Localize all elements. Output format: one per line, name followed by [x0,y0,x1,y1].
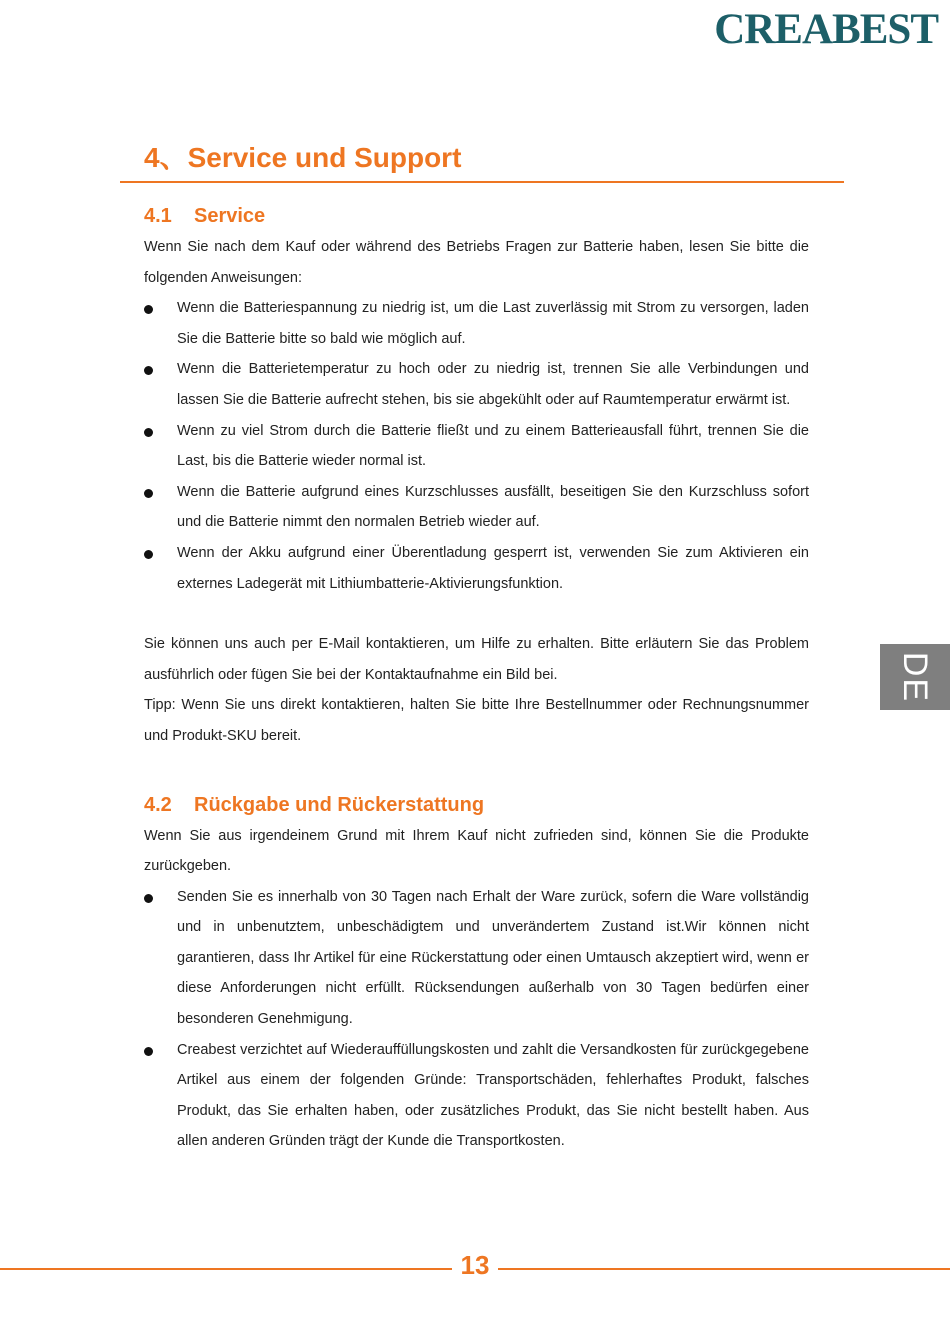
service-intro: Wenn Sie nach dem Kauf oder während des Betriebs Fragen zur Batterie haben, lesen Sie bitte die folgenden Anweisungen: [144,239,809,286]
list-item [144,882,809,1035]
list-item [144,1035,809,1157]
tip-paragraph: Tipp: Wenn Sie uns direkt kontaktieren, halten Sie bitte Ihre Bestellnummer oder Rechnungsnummer und Produkt-SKU bereit. [144,697,809,744]
subsection-title: Service [194,205,266,227]
bullet-icon [144,428,153,437]
list-item [144,293,809,354]
title-divider [120,181,844,183]
footer-rule-right [498,1268,950,1270]
list-item [144,354,809,415]
page-number: 13 [460,1250,490,1280]
list-item-text: Wenn der Akku aufgrund einer Überentladung gesperrt ist, verwenden Sie zum Aktivieren ein externes Ladegerät mit Lithiumbatterie-Aktivierungsfunktion. [177,544,809,592]
bullet-icon [144,305,153,314]
brand-logo: CREABEST [714,6,938,53]
list-item-text: Wenn zu viel Strom durch die Batterie fließt und zu einem Batterieausfall führt, trennen Sie die Last, bis die Batterie wieder normal ist. [177,422,809,470]
subsection-title: Rückgabe und Rückerstattung [194,793,485,816]
list-item-text: Wenn die Batterietemperatur zu hoch oder zu niedrig ist, trennen Sie alle Verbindungen und lassen Sie die Batterie aufrecht stehen, bis sie abgekühlt oder auf Raumtemperatur erwärmt ist. [177,361,809,408]
list-item [144,416,809,477]
bullet-icon [144,489,153,498]
list-item-text: Creabest verzichtet auf Wiederauffüllungskosten und zahlt die Versandkosten für zurückgegebene Artikel aus einem der folgenden Gründe: Transportschäden, fehlerhaftes Produkt, falsches Produkt, das Sie erhalten haben, oder zusätzliches Produkt, das Sie nicht bestellt haben. Aus allen anderen Gründen trägt der Kunde die Transportkosten. [177,1041,809,1150]
subsection-heading-service [144,200,809,232]
bullet-icon [144,1047,153,1056]
contact-paragraph: Sie können uns auch per E-Mail kontaktieren, um Hilfe zu erhalten. Bitte erläutern Sie das Problem ausführlich oder fügen Sie bei der Kontaktaufnahme ein Bild bei. [144,636,809,683]
list-item [144,538,809,599]
returns-intro: Wenn Sie aus irgendeinem Grund mit Ihrem Kauf nicht zufrieden sind, können Sie die Produkte zurückgeben. [144,827,809,875]
language-tab [880,644,950,710]
subsection-heading-returns [144,789,809,821]
service-bullet-list [144,293,809,599]
section-title: 4、Service und Support [144,142,462,173]
list-item-text: Wenn die Batterie aufgrund eines Kurzschlusses ausfällt, beseitigen Sie den Kurzschluss sofort und die Batterie nimmt den normalen Betrieb wieder auf. [177,483,809,531]
language-tab-label: DE [896,651,935,703]
list-item-text: Wenn die Batteriespannung zu niedrig ist, um die Last zuverlässig mit Strom zu versorgen, laden Sie die Batterie bitte so bald wie möglich auf. [177,300,809,347]
list-item-text: Senden Sie es innerhalb von 30 Tagen nach Erhalt der Ware zurück, sofern die Ware vollständig und in unbenutztem, unbeschädigtem und unverändertem Zustand ist.Wir können nicht garantieren, dass Ihr Artikel für eine Rückerstattung oder einen Umtausch akzeptiert wird, wenn er diese Anforderungen nicht erfüllt. Rücksendungen außerhalb von 30 Tagen bedürfen einer besonderen Genehmigung. [177,888,809,1028]
page-content [144,200,809,1157]
bullet-icon [144,894,153,903]
returns-bullet-list [144,882,809,1157]
bullet-icon [144,550,153,559]
list-item [144,477,809,538]
subsection-number: 4.2 [144,793,172,816]
footer-rule-left [0,1268,452,1270]
subsection-number: 4.1 [144,205,172,227]
bullet-icon [144,366,153,375]
